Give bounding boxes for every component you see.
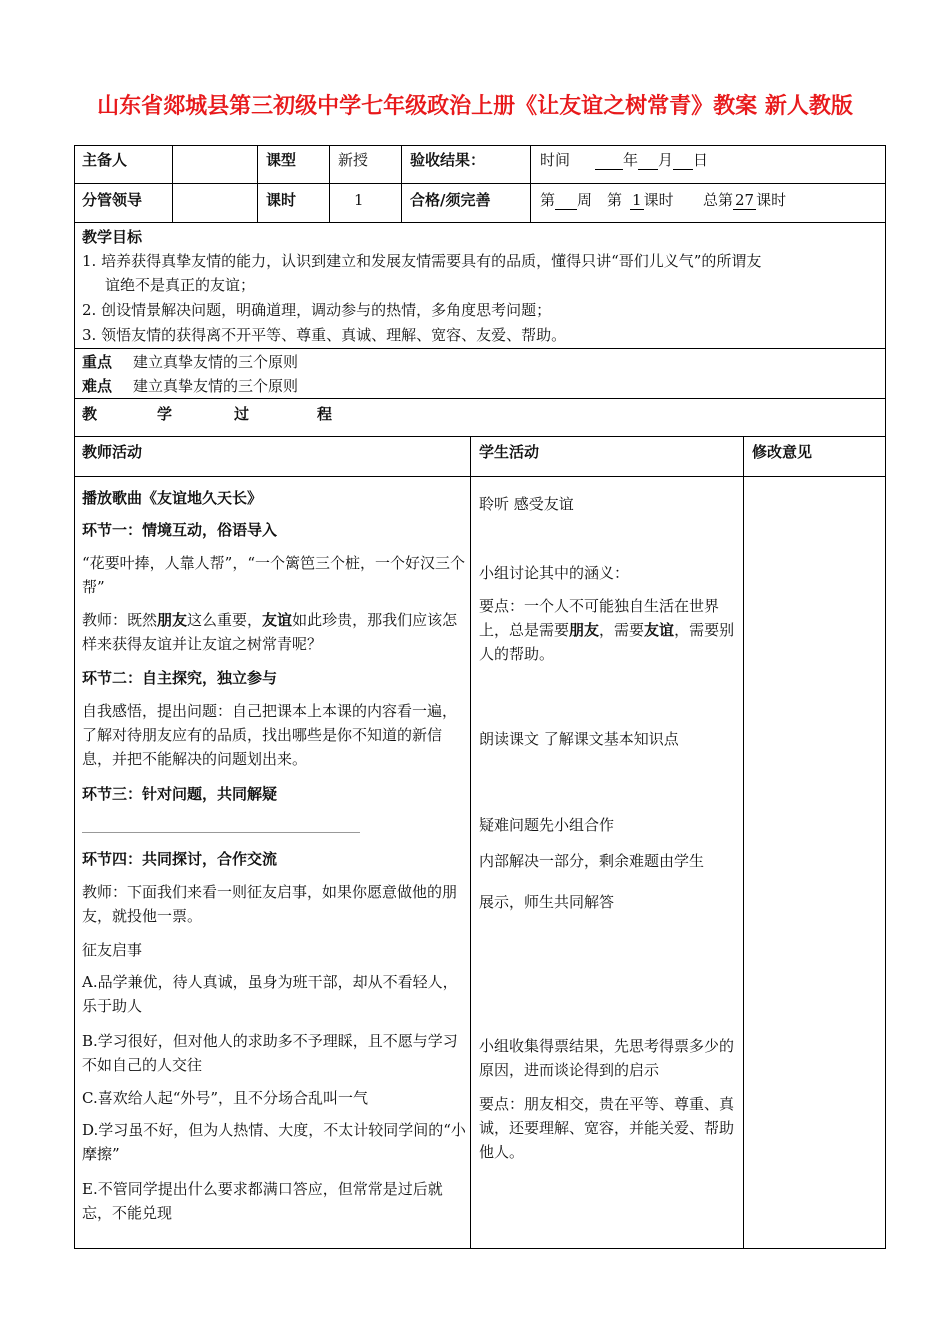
date-field [595, 150, 708, 170]
key-point-label: 重点 [82, 353, 113, 371]
column-header-student: 学生活动 [479, 443, 540, 461]
date-day: 日 [693, 151, 709, 169]
student-activity: 要点：朋友相交，贵在平等、尊重、真诚，还要理解、宽容，并能关爱、帮助他人。 [479, 1095, 735, 1161]
step-heading: 环节四：共同探讨，合作交流 [82, 850, 278, 868]
difficult-point-text: 建立真挚友情的三个原则 [133, 377, 299, 395]
lesson-num: 1 [632, 191, 642, 209]
process-heading-char: 学 [157, 405, 173, 423]
objective-item: 谊绝不是真正的友谊； [105, 276, 256, 294]
text-run-bold: 友谊 [644, 621, 675, 639]
total-num: 27 [735, 191, 755, 209]
text-run: ，需要 [599, 621, 645, 639]
step-heading: 环节一：情境互动，俗语导入 [82, 521, 278, 539]
difficult-point-label: 难点 [82, 377, 113, 395]
leader-label: 分管领导 [82, 191, 143, 209]
text-run-bold: 朋友 [157, 611, 188, 629]
student-activity: 朗读课文 了解课文基本知识点 [479, 730, 679, 748]
row-divider [74, 476, 886, 477]
date-month: 月 [658, 151, 674, 169]
notice-option: E.不管同学提出什么要求都满口答应，但常常是过后就忘，不能兑现 [82, 1180, 443, 1222]
text-run: 要点：一个人不可能独自生活在世界上，总是需要 [479, 597, 720, 639]
process-heading-char: 过 [234, 405, 250, 423]
student-activity: 内部解决一部分，剩余难题由学生 [479, 852, 705, 870]
total-prefix: 总第 [703, 191, 734, 209]
process-heading-char: 教 [82, 405, 98, 423]
student-activity [479, 594, 737, 666]
time-label: 时间 [540, 151, 571, 169]
col-divider [743, 436, 744, 1249]
row-divider [74, 348, 886, 349]
student-activity: 展示，师生共同解答 [479, 893, 615, 911]
row-divider [74, 436, 886, 437]
key-point-text: 建立真挚友情的三个原则 [133, 353, 299, 371]
text-run-bold: 朋友 [569, 621, 600, 639]
total-suffix: 课时 [756, 191, 787, 209]
row-divider [74, 222, 886, 223]
col-divider [257, 145, 258, 222]
lesson-field [607, 190, 674, 210]
page-title: 山东省郯城县第三初级中学七年级政治上册《让友谊之树常青》教案 新人教版 [97, 94, 853, 119]
pass-label: 合格/须完善 [410, 191, 491, 209]
student-activity: 小组讨论其中的涵义： [479, 564, 630, 582]
student-activity: 小组收集得票结果，先思考得票多少的原因，进而谈论得到的启示 [479, 1037, 735, 1079]
hours-value: 1 [354, 191, 364, 209]
notice-option: A.品学兼优，待人真诚，虽身为班干部，却从不看轻人，乐于助人 [82, 973, 458, 1015]
week-prefix: 第 [540, 191, 556, 209]
teacher-question [82, 608, 466, 656]
row-divider [74, 183, 886, 184]
objective-item: 1. 培养获得真挚友情的能力，认识到建立和发展友情需要具有的品质，懂得只讲“哥们儿义气”的所谓友 [82, 252, 762, 270]
text-run: 如此珍贵，那我们应该怎样来获得友谊并让友谊之树常青呢？ [82, 611, 458, 653]
lesson-suffix: 课时 [643, 191, 674, 209]
text-run: 教师：既然 [82, 611, 158, 629]
song-line: 播放歌曲《友谊地久天长》 [82, 489, 263, 507]
col-divider [172, 145, 173, 222]
total-field [703, 190, 786, 210]
notice-option: D.学习虽不好，但为人热情、大度，不太计较同学间的“小摩擦” [82, 1121, 466, 1163]
teacher-instruction: 教师：下面我们来看一则征友启事，如果你愿意做他的朋友，就投他一票。 [82, 883, 458, 925]
col-divider [401, 145, 402, 222]
self-study-text: 自我感悟，提出问题：自己把课本上本课的内容看一遍，了解对待朋友应有的品质，找出哪些是你不知道的新信息，并把不能解决的问题划出来。 [82, 702, 458, 768]
lesson-prefix: 第 [607, 191, 623, 209]
objective-item: 3. 领悟友情的获得离不开平等、尊重、真诚、理解、宽容、友爱、帮助。 [82, 326, 567, 344]
step-heading: 环节三：针对问题，共同解疑 [82, 785, 278, 803]
blank-answer-line [82, 832, 360, 833]
type-value: 新授 [338, 151, 369, 169]
preparer-label: 主备人 [82, 151, 128, 169]
objectives-heading: 教学目标 [82, 228, 143, 246]
date-year: 年 [623, 151, 639, 169]
notice-option: B.学习很好，但对他人的求助多不予理睬，且不愿与学习不如自己的人交往 [82, 1032, 458, 1074]
step-heading: 环节二：自主探究，独立参与 [82, 669, 278, 687]
student-activity: 疑难问题先小组合作 [479, 816, 615, 834]
column-header-revise: 修改意见 [752, 443, 813, 461]
objective-item: 2. 创设情景解决问题，明确道理，调动参与的热情，多角度思考问题； [82, 301, 552, 319]
text-run: ，需要别人的帮助。 [479, 621, 735, 663]
proverb-text: “花要叶捧，人靠人帮”，“一个篱笆三个桩，一个好汉三个帮” [82, 554, 466, 596]
student-activity: 聆听 感受友谊 [479, 495, 574, 513]
col-divider [329, 145, 330, 222]
week-suffix: 周 [577, 191, 593, 209]
type-label: 课型 [266, 151, 297, 169]
col-divider [470, 436, 471, 1249]
row-divider [74, 398, 886, 399]
text-run: 这么重要， [187, 611, 263, 629]
notice-option: C.喜欢给人起“外号”，且不分场合乱叫一气 [82, 1089, 369, 1107]
col-divider [530, 145, 531, 222]
column-header-teacher: 教师活动 [82, 443, 143, 461]
text-run-bold: 友谊 [262, 611, 293, 629]
acceptance-label: 验收结果： [410, 151, 486, 169]
hours-label: 课时 [266, 191, 297, 209]
week-field [540, 190, 592, 210]
notice-title: 征友启事 [82, 941, 143, 959]
process-heading-char: 程 [317, 405, 333, 423]
